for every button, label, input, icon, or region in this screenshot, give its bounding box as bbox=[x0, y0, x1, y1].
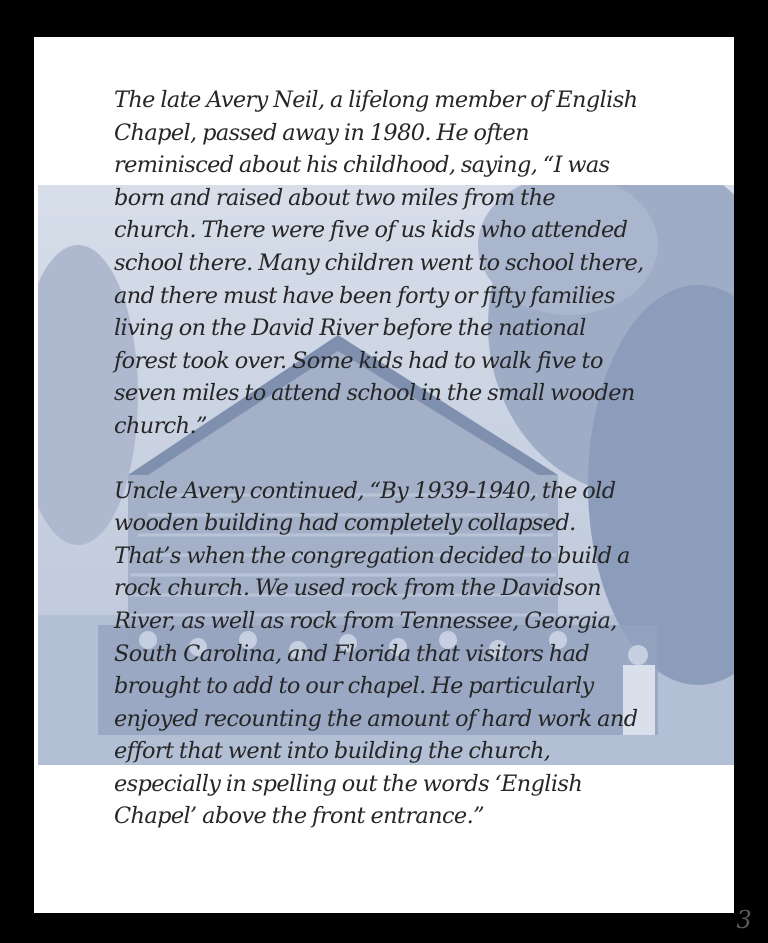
book-page bbox=[34, 37, 734, 913]
paragraph-rock-church: Uncle Avery continued, “By 1939-1940, the old wooden building had completely collapsed. That’s when the congregation decided to build a rock church. We used rock from the Davidson River, as well as rock from Tennessee, Georgia, South Carolina, and Florida that visitors had brought to add to our chapel. He particularly enjoyed recounting the amount of hard work and effort that went into building the church, especially in spelling out the words ‘English Chapel’ above the front entrance.” bbox=[114, 477, 638, 830]
body-text bbox=[114, 84, 654, 833]
paragraph-avery-childhood: The late Avery Neil, a lifelong member of English Chapel, passed away in 1980. He often reminisced about his childhood, saying, “I was born and raised about two miles from the church. There were five of us kids who attended school there. Many children went to school there, and there must have been forty or fifty families living on the David River before the national forest took over. Some kids had to walk five to seven miles to attend school in the small wooden church.” bbox=[114, 87, 644, 439]
page-number: 3 bbox=[736, 906, 752, 934]
